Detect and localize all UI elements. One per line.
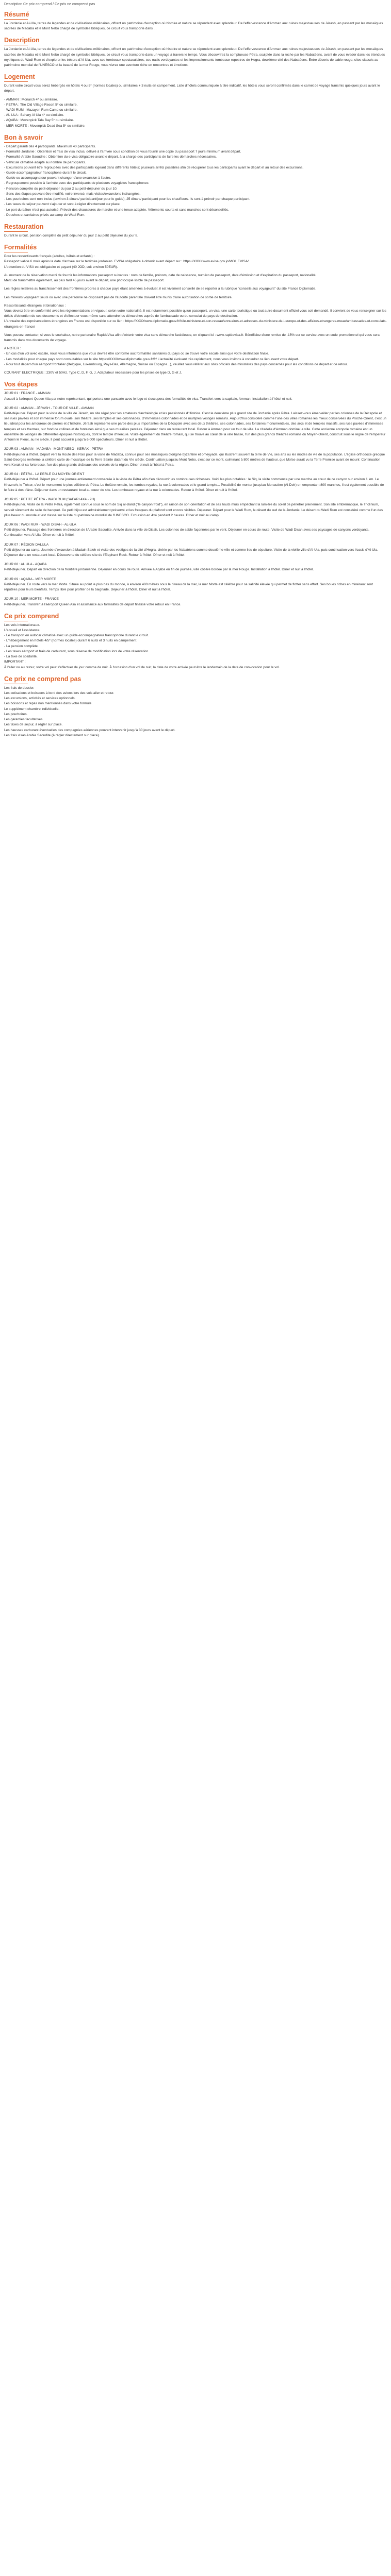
formalites-body [4, 254, 387, 376]
info-item: - Les taxes de séjour peuvent s'ajouter et sont à régler directement sur place. [4, 202, 121, 207]
day-title: JOUR 04 : PÉTRA - LA PERLE DU MOYEN ORIENT [4, 472, 85, 477]
section-title-ne-comprend: Ce prix ne comprend pas [4, 675, 82, 683]
day-title: JOUR 06 : WADI RUM - WADI DISAH - AL-ULA [4, 522, 76, 527]
included-item: À l'aller ou au retour, votre vol peut s'effectuer de jour comme de nuit. À l'occasion d'un vol de nuit, la date de votre arrivée peut être le lendemain de la date de convocation pour le vol. [4, 665, 280, 669]
hotel-item: - AL ULA : Sahary Al Ula 4* ou similaire. [4, 113, 64, 117]
excluded-item: Les cotisations et boissons à bord des avions lors des vols aller et retour. [4, 691, 115, 695]
formalites-paragraph: Vous pouvez contacter, si vous le souhaitez, notre partenaire RapideVisa afin d'obtenir votre visa sans démarche fastidieuse, en cliquant ici : www.rapidevisa.fr. Bénéficiez d'une remise de -15% sur ce service avec un code promotionnel qui vous sera transmis dans vos documents de voyage. [4, 333, 380, 343]
day-title: JOUR 09 : AQABA - MER MORTE [4, 577, 56, 581]
section-title-comprend: Ce prix comprend [4, 612, 59, 620]
day-title: JOUR 01 : FRANCE - AMMAN [4, 392, 51, 396]
hotel-item: - PETRA : The Old Village Resort 5* ou similaire. [4, 103, 78, 107]
day-description: Petit-déjeuner à l'hôtel. Départ vers la Route des Rois pour la visite de Madaba, connue pour ses mosaïques d'origine byzantine et omeyyade, qui illustrent souvent la terre de Vie, ses arts ou les modes de vie de la population. L'église orthodoxe grecque Saint-Georges renferme la célèbre carte de mosaïque de la Terre Sainte datant du VIe siècle. Continuation jusqu'au Mont Nebo, c'est sur ce mont, culminant à 800 mètres de hauteur, que Moïse aurait vu la Terre Promise avant de mourir. Continuation vers Kerak et sa forteresse, l'un des plus grands châteaux des croisés de la région. Dîner et nuit à l'hôtel à Petra. [4, 452, 385, 467]
section-title-logement: Logement [4, 73, 35, 81]
hotel-list [4, 97, 387, 129]
info-item: - Douches et sanitaires privés au camp de Wadi Rum. [4, 213, 86, 217]
itinerary [4, 391, 387, 607]
info-item: - Départ garanti dès 4 participants. Maximum 40 participants. [4, 144, 96, 148]
included-item: IMPORTANT : [4, 660, 26, 664]
logement-intro: Durant votre circuit vous serez hébergés en hôtels 4 ou 5* (normes locales) ou similaires + 3 nuits en campement. Liste d'hôtels communiquée à titre indicatif, les hôtels vous seront confirmés dans le carnet de voyage transmis quelques jours avant le départ. [4, 84, 380, 93]
info-item: - Formalité Arabie Saoudite : Obtention du e-visa obligatoire avant le départ, à la charge des participants de faire les démarches nécessaires. [4, 155, 217, 159]
excluded-item: Le supplément chambre individuelle. [4, 707, 60, 711]
day-description: Accueil à l'aéroport Queen Alia par notre représentant, qui portera une pancarte avec le logo et s'occupera des formalités de visa. Transfert vers la capitale, Amman. Installation à l'hôtel et nuit. [4, 397, 292, 401]
hotel-item: - MER MORTE : Movenpick Dead Sea 5* ou similaire. [4, 124, 86, 128]
section-restauration [4, 223, 387, 239]
info-item: - Le port du bâton n'est pas autorisé. Prévoir des chaussures de marche et une tenue adaptée. Vêtements courts et sans manches sont déconseillés. [4, 208, 229, 212]
resume-text: La Jordanie et Al-Ula, terres de légendes et de civilisations millénaires, offrent un patrimoine d'exception où histoire et nature se répondent avec splendeur. De l'effervescence d'Amman aux ruines majestueuses de Jérash, en passant par les mosaïques sacrées de Madaba et le Mont Nebo chargé de symboles bibliques, ce circuit vous transporte dans ... [4, 21, 383, 31]
formalites-paragraph: Ressortissants étrangers et binationaux : Vous devrez être en conformité avec les réglementations en vigueur, selon votre nationalité. Il est notamment possible qu'un passeport, un visa, une carte touristique ou tout autre document officiel vous soit demandé. Il convient de vous renseigner sur les délais d'obtention de ces documents et d'effectuer vous-même sans attendre les démarches auprès de l'ambassade ou du consulat du pays de destination. L'annuaire des représentations étrangères en France est disponible sur ce lien : https://XXXXwww.diplomatie.gouv.fr/fr/le-ministere-et-son-reseau/annuaires-et-adresses-du-ministere-de-l-europe-et-des-affaires-etrangeres-meae/ambassades-et-consulats-etrangers-en-france/ [4, 303, 387, 329]
day-title: JOUR 07 : RÉGION DALULA [4, 543, 49, 547]
day-title: JOUR 10 : MER MORTE - FRANCE [4, 597, 59, 601]
excluded-item: Les garanties facultatives. [4, 718, 44, 722]
day-item [4, 406, 387, 443]
description-text: La Jordanie et Al-Ula, terres de légendes et de civilisations millénaires, offrent un patrimoine d'exception où histoire et nature se répondent avec splendeur. De l'effervescence d'Amman aux ruines majestueuses de Jérash, en passant par les mosaïques sacrées de Madaba et le Mont Nebo chargé de symboles bibliques, ce circuit vous transporte dans un voyage à travers le temps. Vous découvrirez la somptueuse Pétra, sculptée dans la roche par les Nabatéens, avant de vous évader dans les étendues mythiques du Wadi Rum et d'explorer les trésors d'Al-Ula, avec ses tombeaux spectaculaires, ses oasis verdoyantes et les impressionnants tombeaux rupestres de Hegra, deuxième cité des Nabatéens. Entre déserts de sable rouge, sites classés au patrimoine mondial de l'UNESCO et la beauté de la mer Rouge, vous vivrez une aventure riche en rencontres et émotions. [4, 47, 385, 67]
excluded-item: Les pourboires. [4, 712, 28, 716]
formalites-paragraph: Pour les ressortissants français (adultes, bébés et enfants) : Passeport valide 6 mois après la date d'arrivée sur le territoire jordanien. EVISA obligatoire à obtenir avant départ sur : https://XXXXwww.evisa.gov.jo/MOI_EVISA/ L'obtention du VISA est obligatoire et payant (40 JOD, soit environ 50EUR). [4, 255, 249, 269]
info-item: - Guide-accompagnateur francophone durant le circuit. [4, 171, 87, 175]
section-ce-prix-ne-comprend-pas [4, 675, 387, 738]
section-description [4, 37, 387, 68]
excluded-item: Les boissons et repas non mentionnés dans votre formule. [4, 702, 93, 706]
info-item: - Véhicule climatisé adapté au nombre de participants. [4, 160, 86, 164]
hotel-item: - AQABA : Movenpick Tala Bay 5* ou similaire. [4, 118, 74, 123]
day-item [4, 391, 387, 401]
section-logement [4, 73, 387, 129]
day-item [4, 543, 387, 558]
formalites-paragraph: COURANT ELECTRIQUE : 230V et 50Hz. Type C, D, F, G, J. Adaptateur nécessaire pour les prises de type D, G et J. [4, 371, 182, 375]
hotel-item: - AMMAN : Monarch 4* ou similaire. [4, 97, 58, 101]
day-description: Petit-déjeuner. Passage des frontières en direction de l'Arabie Saoudite. Arrivée dans la ville de Disah. Les colonnes de sable façonnées par le vent. Déjeuner en cours de route. Visite de Wadi Disah avec ses paysages de canyons verdoyants. Continuation vers Al-Ula. Dîner et nuit à l'hôtel. [4, 528, 369, 537]
included-item: - La pension complète. [4, 644, 39, 648]
formalites-paragraph: A NOTER : - En cas d'un vol avec escale, nous vous informons que vous devrez être conforme aux formalités sanitaires du pays où se trouve votre escale ainsi que votre destination finale. - Les modalités pour chaque pays sont consultables sur le site https://XXXXwww.diplomatie.gouv.fr/fr/ L'actualité évoluant très rapidement, nous vous invitons à consulter ce lien avant votre départ. - Pour tout départ d'un aéroport frontalier (Belgique, Luxembourg, Pays-Bas, Allemagne, Suisse ou Espagne...), veuillez vous référer aux sites officiels des ministères des pays concernés pour les conditions de départ et de retour. [4, 347, 348, 366]
included-item: L'accueil et l'assistance. [4, 629, 41, 632]
included-list [4, 623, 387, 670]
included-item: - L'hébergement en hôtels 4/5* (normes locales) durant 6 nuits et 3 nuits en campement. [4, 639, 138, 643]
day-item [4, 522, 387, 538]
hotel-item: - WADI RUM : Mazayen Rum Camp ou similaire. [4, 108, 78, 112]
day-description: Petit-déjeuner. Départ pour la visite de la ville de Jérash, un site régal pour les amateurs d'archéologie et les passionnés d'Histoire. C'est le deuxième plus grand site de Jordanie après Pétra. Laissez-vous émerveiller par les colonnes de la Décapole et ses rues pavées et son immense forum ovale, son théâtre, ses temples et ses colonnades. D'immenses colonnades et de multiples vestiges romains. Aujourd'hui considéré comme l'une des villes romaines les mieux conservées du Proche-Orient, c'est un lieu idéal pour les amoureux de pierres et d'histoire. Jérash représente une partie des plus importantes de la Décapole avec ses deux théâtres, ses colonnades, ses fontaines monumentales, des arcs et de temples massifs, ses rues pavées d'immenses temples et ses thermes, sur fond de collines et de fontaines ainsi que ses murailles percées. Déjeuner dans un restaurant local. Retour à Amman pour un tour de ville. La citadelle d'Amman domine la ville. Cette ancienne acropole romaine est un ensemble de vestiges de différentes époques historiques, dont le temple d'Hercule. Visite également du théâtre romain, qui se trouve au cœur de la ville basse, l'un des plus grands théâtres romains du Moyen-Orient, construit sous le règne de l'empereur Antonin le Pieux, au IIe siècle. Il peut accueillir jusqu'à 6 000 spectateurs. Dîner et nuit à l'hôtel. [4, 412, 386, 442]
day-item [4, 497, 387, 518]
day-description: Petit-déjeuner. Visite de la Petite Pétra, également connue sous le nom de Siq al-Barid ("le canyon froid"), en raison de son orientation et de ses hauts murs empêchant la lumière du soleil de pénétrer pleinement. Son site emblématique, le Triclinium, servait sûrement de salle de banquet. Ce petit bijou est admirablement préservé et les fresques du plafond sont encore visibles. Déjeuner. Départ pour le Wadi Rum, le désert du sud de la Jordanie. Le désert du Wadi Rum est considéré comme l'un des plus beaux du monde et est classé sur la liste du patrimoine mondial de l'UNESCO. Excursion en 4x4 pendant 2 heures. Dîner et nuit au camp. [4, 503, 383, 517]
section-ce-prix-comprend [4, 613, 387, 670]
day-description: Petit-déjeuner. En route vers la mer Morte. Située au point le plus bas du monde, à environ 400 mètres sous le niveau de la mer, la mer Morte est célèbre pour sa salinité élevée qui permet de flotter sans effort. Ses boues riches en minéraux sont réputées pour leurs bienfaits. Temps libre pour profiter de la baignade. Déjeuner à l'hôtel. Dîner et nuit à l'hôtel. [4, 582, 373, 592]
day-title: JOUR 02 : AMMAN - JÉRASH - TOUR DE VILLE - AMMAN [4, 406, 94, 410]
section-etapes [4, 381, 387, 607]
included-item: - Le transport en autocar climatisé avec un guide-accompagnateur francophone durant le circuit. [4, 634, 149, 638]
info-item: - Pension complète du petit-déjeuner du jour 2 au petit-déjeuner du jour 10. [4, 187, 118, 191]
day-title: JOUR 08 : AL ULA - AQABA [4, 563, 47, 567]
info-item: - Les pourboires sont non inclus (environ 3 dinars/ participant/jour pour le guide), 25 dinars/ participant pour les chauffeurs. Ils sont à prévoir par chaque participant. [4, 197, 251, 201]
section-title-description: Description [4, 37, 40, 44]
info-item: - Regroupement possible à l'arrivée avec des participants de plusieurs voyagistes francophones [4, 181, 149, 185]
excluded-list [4, 686, 387, 738]
section-divider [4, 19, 28, 20]
day-description: Petit-déjeuner à l'hôtel. Départ pour une journée entièrement consacrée à la visite de Pétra afin d'en découvrir les nombreuses richesses. Voici les plus notables : le Siq, la visite commence par une marche au cœur de ce canyon sur environ 1 km. Le Khazneh, le Trésor, c'est le monument le plus célèbre de Pétra. Le théâtre romain, les tombes royales, la rue à colonnades et le grand temple... Possibilité de monter jusqu'au Monastère (Al-Deir) en empruntant 800 marches, il est également possible de le faire à dos d'âne. Déjeuner dans un restaurant local au cœur du site. Les tombeaux royaux et la rue à colonnades. Retour à l'hôtel. Dîner et nuit à l'hôtel. [4, 478, 384, 492]
section-resume [4, 11, 387, 31]
section-divider [4, 142, 28, 143]
section-formalites [4, 244, 387, 376]
included-item: Les vols internationaux. [4, 623, 40, 627]
section-divider [4, 231, 28, 232]
excluded-item: Les frais visas Arabie Saoudite (à régler directement sur place). [4, 733, 100, 737]
section-title-restauration: Restauration [4, 223, 44, 230]
section-title-etapes: Vos étapes [4, 381, 38, 388]
included-item: - La taxe de solidarité. [4, 655, 38, 659]
breadcrumb: Description Ce prix comprend / Ce prix ne comprend pas [4, 3, 95, 6]
restauration-text: Durant le circuit, pension complète du petit déjeuner du jour 2 au petit déjeuner du jour 8. [4, 233, 138, 238]
day-item [4, 472, 387, 493]
section-title-resume: Résumé [4, 10, 29, 18]
excluded-item: Les hausses carburant éventuelles des compagnies aériennes pouvant intervenir jusqu'à 30 jours avant le départ. [4, 728, 175, 732]
day-title: JOUR 05 : PETITE PÉTRA - WADI RUM (SAFARI 4X4 - 2H) [4, 498, 95, 502]
day-title: JOUR 03 : AMMAN - MADABA - MONT NEBO - KERAK - PETRA [4, 447, 103, 451]
info-list [4, 144, 387, 218]
day-item [4, 577, 387, 593]
included-item: - Les taxes aéroport et frais de carburant, sous réserve de modification lors de votre réservation. [4, 649, 150, 653]
section-divider [4, 81, 28, 82]
info-item: - Excursions pouvant être regroupées avec des participants logeant dans différents hôtels; plusieurs arrêts possibles afin de récupérer tous les participants avant le départ et au retour des excursions. [4, 165, 304, 170]
formalites-paragraph: Les règles relatives au franchissement des frontières propres à chaque pays étant amenées à évoluer, il est vivement conseillé de se reporter à la rubrique "conseils aux voyageurs" du site France Diplomatie. [4, 287, 317, 291]
formalites-paragraph: Les mineurs voyageant seuls ou avec une personne ne disposant pas de l'autorité parentale doivent être munis d'une autorisation de sortie de territoire. [4, 295, 233, 299]
section-bon-a-savoir [4, 134, 387, 218]
day-description: Petit-déjeuner. Départ en direction de la frontière jordanienne. Déjeuner en cours de route. Arrivée à Aqaba en fin de journée, ville côtière bordée par la mer Rouge. Installation à l'hôtel. Dîner et nuit à l'hôtel. [4, 568, 314, 572]
info-item: - Guide ou accompagnateur pouvant changer d'une excursion à l'autre. [4, 176, 111, 180]
excluded-item: Les taxes de séjour, à régler sur place. [4, 723, 63, 727]
info-item: - Sens des étapes pouvant être modifié, voire inversé, mais visites/excursions inchangées. [4, 192, 141, 196]
day-item [4, 562, 387, 572]
day-item [4, 447, 387, 468]
info-item: - Formalité Jordanie : Obtention et frais de visa inclus, délivré à l'arrivée sous condition de vous fournir une copie du passeport 7 jours minimum avant départ. [4, 150, 241, 154]
section-title-formalites: Formalités [4, 244, 37, 251]
section-title-bon-a-savoir: Bon à savoir [4, 133, 43, 141]
day-description: Petit-déjeuner. Transfert à l'aéroport Queen Alia et assistance aux formalités de départ finalisé votre retour en France. [4, 602, 182, 606]
excluded-item: Les excursions, activités et services optionnels. [4, 697, 76, 701]
page [0, 0, 391, 749]
formalites-paragraph: Au moment de la réservation merci de fournir les informations passeport suivantes : nom de famille, prénom, date de naissance, numéro de passeport, date d'émission et d'expiration du passeport, nationalité. Merci de transmettre également, au plus tard 45 jours avant le départ, une photocopie lisible de passeport. [4, 273, 317, 283]
day-description: Petit-déjeuner au camp. Journée d'excursion à Madain Saleh et visite des vestiges de la cité d'Hegra, chérie par les Nabatéens comme deuxième ville et comme lieu de sépulture. Visite de la vieille ville d'Al-Ula, puis continuation vers l'oasis d'Al-Ula. Déjeuner dans un restaurant local. Découverte du célèbre site de l'Elephant Rock. Retour à l'hôtel. Dîner et nuit à l'hôtel. [4, 548, 378, 557]
excluded-item: Les frais de dossier. [4, 686, 35, 690]
day-item [4, 597, 387, 607]
